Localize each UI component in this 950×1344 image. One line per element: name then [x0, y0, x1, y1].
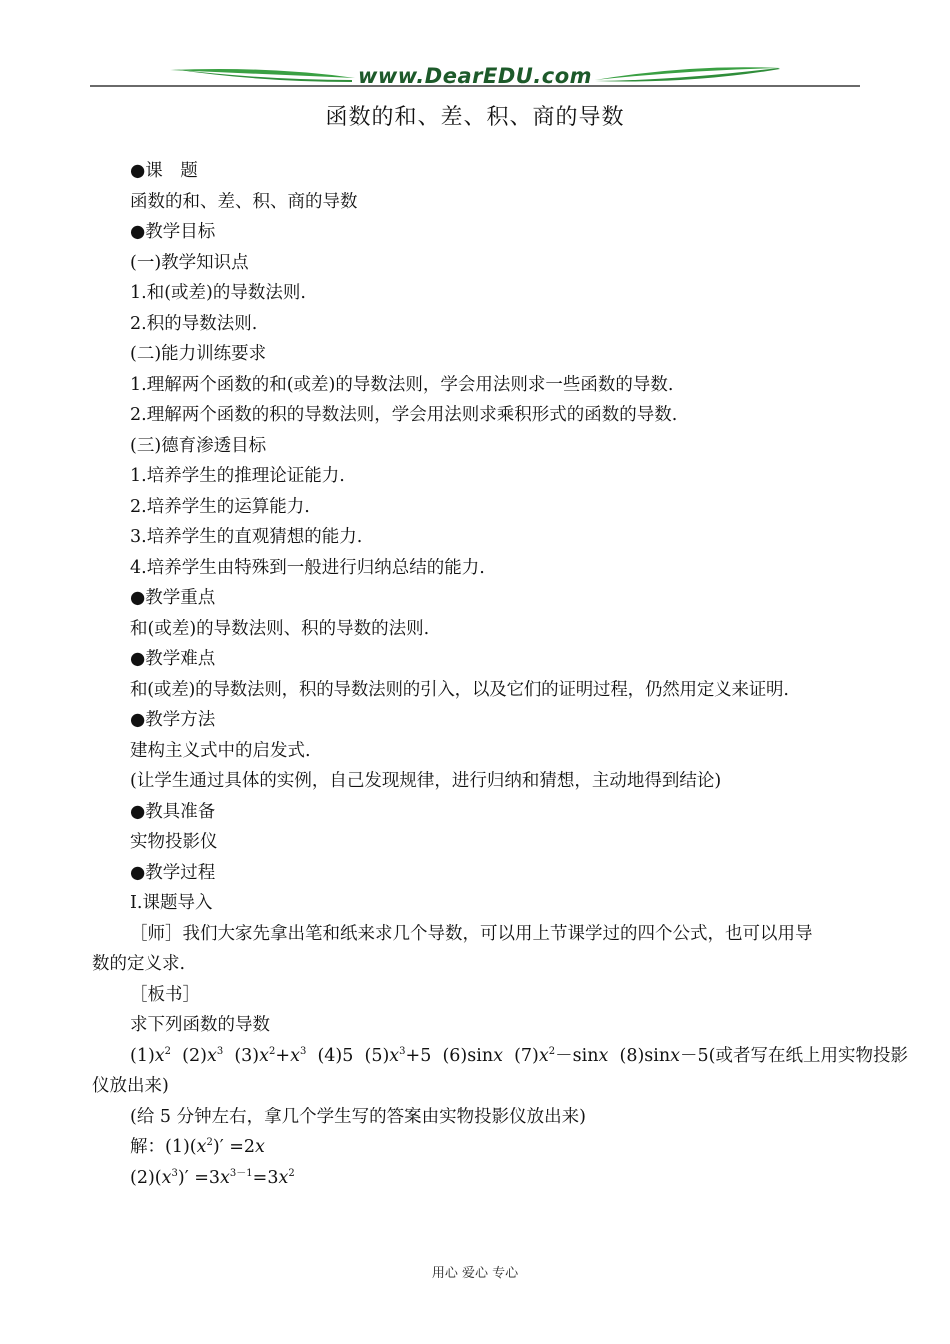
section-heading: ●教学难点 — [130, 649, 216, 669]
page-footer: 用心 爱心 专心 — [431, 1266, 519, 1281]
section-heading: ●教学过程 — [130, 862, 216, 883]
section-heading: ●课 题 — [130, 161, 198, 181]
paragraph: (二)能力训练要求 — [130, 344, 267, 364]
paragraph: 函数的和、差、积、商的导数 — [130, 191, 358, 212]
paragraph: 2.理解两个函数的积的导数法则，学会用法则求乘积形式的函数的导数. — [130, 405, 678, 425]
site-url: www.DearEDU.com — [357, 64, 593, 88]
paragraph: 数的定义求. — [92, 954, 186, 974]
paragraph: 1.培养学生的推理论证能力. — [130, 466, 345, 486]
paragraph: 1.和(或差)的导数法则. — [130, 283, 306, 303]
paragraph: Ⅰ.课题导入 — [130, 893, 213, 913]
section-heading: ●教具准备 — [130, 801, 216, 822]
paragraph: 实物投影仪 — [130, 832, 218, 852]
solution-line: 解：$(1)(x^2)' =2x$ — [130, 1137, 265, 1157]
paragraph: 求下列函数的导数 — [130, 1015, 270, 1035]
paragraph: (一)教学知识点 — [130, 252, 249, 273]
paragraph: ［师］我们大家先拿出笔和纸来求几个导数，可以用上节课学过的四个公式，也可以用导 — [130, 923, 813, 944]
paragraph: (三)德育渗透目标 — [130, 435, 267, 456]
section-heading: ●教学重点 — [130, 588, 216, 608]
paragraph: 和(或差)的导数法则，积的导数法则的引入，以及它们的证明过程，仍然用定义来证明. — [130, 679, 789, 700]
paragraph: 2.积的导数法则. — [130, 313, 258, 334]
paragraph: 3.培养学生的直观猜想的能力. — [130, 527, 363, 547]
paragraph: 1.理解两个函数的和(或差)的导数法则，学会用法则求一些函数的导数. — [130, 374, 674, 395]
paragraph: 仪放出来) — [92, 1076, 169, 1096]
paragraph: 和(或差)的导数法则、积的导数的法则. — [130, 618, 430, 639]
paragraph: 4.培养学生由特殊到一般进行归纳总结的能力. — [130, 557, 485, 578]
page-title: 函数的和、差、积、商的导数 — [325, 105, 625, 130]
header-banner — [90, 60, 860, 90]
function-list: $(1)x^2$ $(2)x^3$ $(3)x^2+x^3$ (4)5 $(5)x^3+5$ (6)sinx $(7)x^2-\sin x$ (8)sinx－5(或者写在纸上用实物投影 — [130, 1045, 908, 1066]
solution-line: $(2)(x^3)' =3x^{3-1}=3x^2$ — [130, 1167, 295, 1188]
paragraph: (给 5 分钟左右，拿几个学生写的答案由实物投影仪放出来) — [130, 1106, 586, 1127]
section-heading: ●教学方法 — [130, 710, 216, 730]
paragraph: 建构主义式中的启发式. — [130, 740, 311, 761]
section-heading: ●教学目标 — [130, 222, 216, 242]
paragraph: ［板书］ — [130, 984, 200, 1005]
solution-label: 解： — [130, 1137, 165, 1157]
paragraph: 2.培养学生的运算能力. — [130, 496, 310, 517]
paragraph: (让学生通过具体的实例，自己发现规律，进行归纳和猜想，主动地得到结论) — [130, 771, 722, 791]
document-body — [92, 156, 908, 1193]
function-list-note: (或者写在纸上用实物投影 — [708, 1045, 908, 1066]
